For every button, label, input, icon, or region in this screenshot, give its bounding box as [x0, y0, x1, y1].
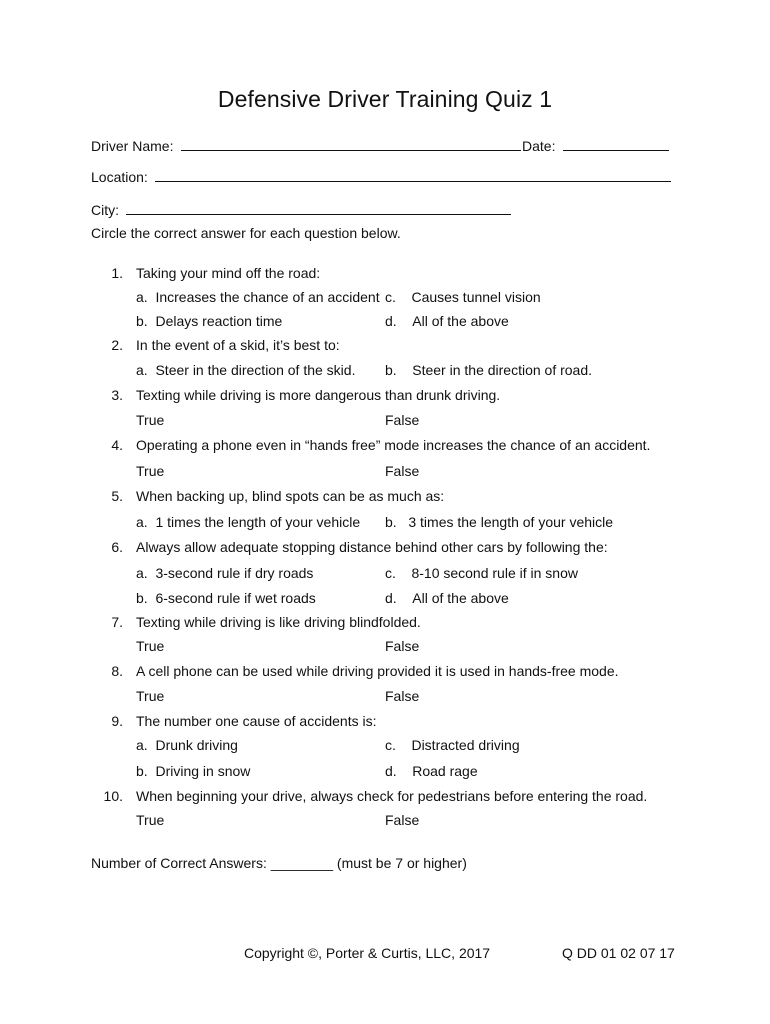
answer-option[interactable]: b. 3 times the length of your vehicle [385, 514, 614, 530]
date-field [522, 136, 669, 155]
answer-option[interactable]: c. Causes tunnel vision [385, 289, 541, 305]
document-code: Q DD 01 02 07 17 [562, 945, 675, 961]
city-label: City: [91, 202, 119, 218]
answer-false[interactable]: False [385, 688, 420, 704]
question-text: Taking your mind off the road: [136, 265, 321, 281]
question-text: Operating a phone even in “hands free” mode increases the chance of an accident. [136, 437, 651, 453]
question-number: 3. [111, 387, 123, 403]
score-line [91, 854, 467, 872]
answer-false[interactable]: False [385, 638, 420, 654]
score-note: (must be 7 or higher) [336, 855, 467, 871]
page-title: Defensive Driver Training Quiz 1 [217, 86, 553, 112]
answer-option[interactable]: a. 1 times the length of your vehicle [136, 514, 361, 530]
driver-name-label: Driver Name: [91, 138, 174, 154]
answer-false[interactable]: False [385, 463, 420, 479]
question-number: 7. [111, 614, 123, 630]
question-number: 4. [111, 437, 123, 453]
answer-option[interactable]: b. Steer in the direction of road. [385, 362, 593, 378]
location-input[interactable] [155, 167, 671, 182]
score-label: Number of Correct Answers: [91, 855, 267, 871]
answer-option[interactable]: a. Drunk driving [136, 737, 238, 753]
question-number: 8. [111, 663, 123, 679]
question-text: In the event of a skid, it’s best to: [136, 337, 340, 353]
answer-option[interactable]: a. Steer in the direction of the skid. [136, 362, 356, 378]
location-label: Location: [91, 169, 148, 185]
question-number: 10. [103, 788, 123, 804]
answer-option[interactable]: d. All of the above [385, 313, 509, 329]
question-number: 9. [111, 713, 123, 729]
city-field [91, 200, 511, 219]
answer-false[interactable]: False [385, 812, 420, 828]
answer-option[interactable]: d. Road rage [385, 763, 478, 779]
driver-name-input[interactable] [181, 136, 521, 151]
question-text: Always allow adequate stopping distance behind other cars by following the: [136, 539, 608, 555]
date-input[interactable] [563, 136, 669, 151]
answer-true[interactable]: True [136, 688, 165, 704]
answer-true[interactable]: True [136, 812, 165, 828]
question-number: 5. [111, 488, 123, 504]
question-text: When backing up, blind spots can be as much as: [136, 488, 445, 504]
date-label: Date: [522, 138, 556, 154]
question-text: The number one cause of accidents is: [136, 713, 377, 729]
copyright-text: Copyright ©, Porter & Curtis, LLC, 2017 [244, 945, 491, 961]
answer-option[interactable]: a. Increases the chance of an accident [136, 289, 380, 305]
answer-option[interactable]: b. Driving in snow [136, 763, 251, 779]
answer-false[interactable]: False [385, 412, 420, 428]
answer-option[interactable]: a. 3-second rule if dry roads [136, 565, 314, 581]
answer-option[interactable]: b. Delays reaction time [136, 313, 283, 329]
answer-true[interactable]: True [136, 638, 165, 654]
question-number: 2. [111, 337, 123, 353]
answer-true[interactable]: True [136, 463, 165, 479]
instructions: Circle the correct answer for each question below. [91, 225, 401, 241]
answer-option[interactable]: c. Distracted driving [385, 737, 520, 753]
answer-option[interactable]: d. All of the above [385, 590, 509, 606]
question-text: Texting while driving is like driving blindfolded. [136, 614, 421, 630]
driver-name-field [91, 136, 521, 155]
location-field [91, 167, 671, 186]
answer-option[interactable]: c. 8-10 second rule if in snow [385, 565, 578, 581]
question-text: When beginning your drive, always check for pedestrians before entering the road. [136, 788, 648, 804]
answer-option[interactable]: b. 6-second rule if wet roads [136, 590, 316, 606]
question-text: Texting while driving is more dangerous than drunk driving. [136, 387, 501, 403]
question-text: A cell phone can be used while driving provided it is used in hands-free mode. [136, 663, 619, 679]
answer-true[interactable]: True [136, 412, 165, 428]
question-number: 1. [111, 265, 123, 281]
question-number: 6. [111, 539, 123, 555]
score-blank[interactable]: ________ [270, 855, 334, 871]
city-input[interactable] [126, 200, 511, 215]
